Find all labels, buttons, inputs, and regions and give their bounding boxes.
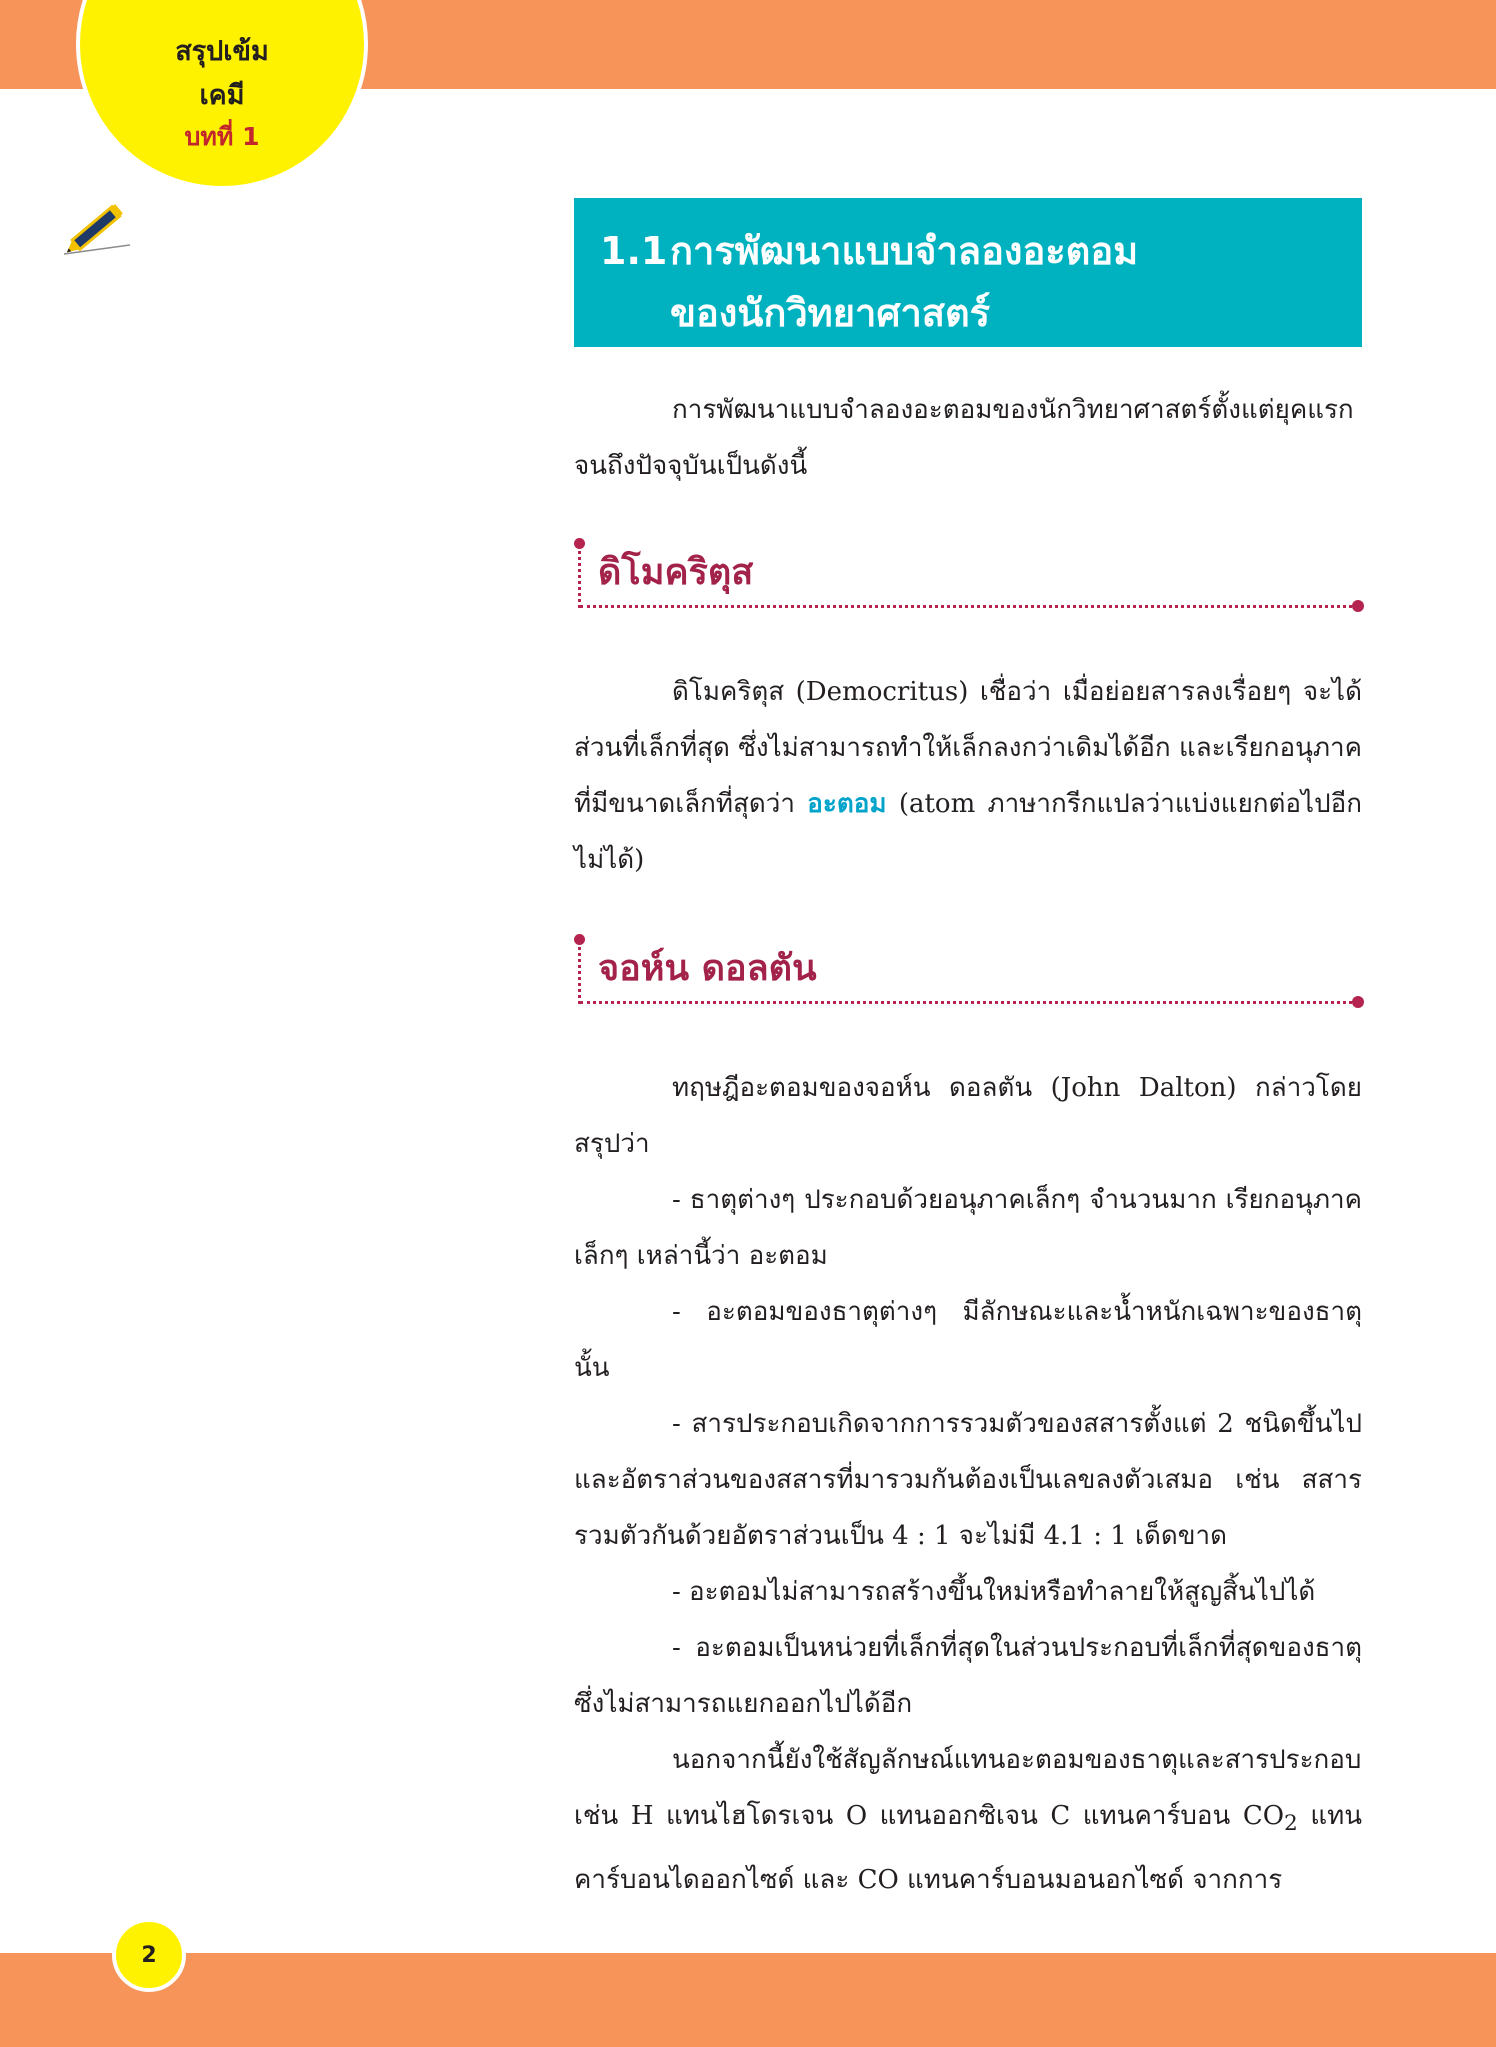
section-number: 1.1 [600,229,668,273]
bottom-orange-band [0,1953,1496,2047]
dalton-heading-text: จอห์น ดอลตัน [598,948,817,989]
pencil-icon [56,196,136,260]
dotted-divider [580,605,1358,608]
section-title-line1: การพัฒนาแบบจำลองอะตอม [670,229,1139,273]
badge-chapter-label: บทที่ 1 [184,122,260,151]
dalton-point-5: - อะตอมเป็นหน่วยที่เล็กที่สุดในส่วนประกอบที่เล็กที่สุดของธาตุ ซึ่งไม่สามารถแยกออกไปได้อีก [574,1633,1362,1719]
dalton-point-3: - สารประกอบเกิดจากการรวมตัวของสสารตั้งแต่ 2 ชนิดขึ้นไป และอัตราส่วนของสสารที่มารวมกันต้องเป็นเลขลงตัวเสมอ เช่น สสารรวมตัวกันด้วยอัตราส่วนเป็น 4 : 1 จะไม่มี 4.1 : 1 เด็ดขาด [574,1409,1362,1551]
page-number: 2 [112,1918,186,1992]
dalton-closing: นอกจากนี้ยังใช้สัญลักษณ์แทนอะตอมของธาตุและสารประกอบ เช่น H แทนไฮโดรเจน O แทนออกซิเจน C แทนคาร์บอน $CO_2$ แทนคาร์บอนไดออกไซด์ และ CO แทนคาร์บอนมอนอกไซด์ จากการ [574,1745,1362,1896]
dalton-point-2: - อะตอมของธาตุต่างๆ มีลักษณะและน้ำหนักเฉพาะของธาตุนั้น [574,1297,1362,1383]
democritus-heading-text: ดิโมคริตุส [598,552,754,593]
dalton-section [574,1060,1362,1908]
democritus-heading [574,538,1364,614]
dalton-intro: ทฤษฎีอะตอมของจอห์น ดอลตัน (John Dalton) กล่าวโดยสรุปว่า [574,1073,1362,1159]
chapter-badge [76,0,368,190]
intro-paragraph: การพัฒนาแบบจำลองอะตอมของนักวิทยาศาสตร์ตั้งแต่ยุคแรกจนถึงปัจจุบันเป็นดังนี้ [574,395,1354,481]
badge-subject-label: เคมี [199,80,245,111]
section-title-line2: ของนักวิทยาศาสตร์ [670,291,991,335]
dalton-point-4: - อะตอมไม่สามารถสร้างขึ้นใหม่หรือทำลายให้สูญสิ้นไปได้ [672,1577,1316,1607]
dalton-point-1: - ธาตุต่างๆ ประกอบด้วยอนุภาคเล็กๆ จำนวนมาก เรียกอนุภาคเล็กๆ เหล่านี้ว่า อะตอม [574,1185,1362,1271]
section-title-box [574,198,1362,347]
atom-highlight: อะตอม [807,789,887,819]
dalton-heading [574,934,1364,1010]
democritus-paragraph: ดิโมคริตุส (Democritus) เชื่อว่า เมื่อย่อยสารลงเรื่อยๆ จะได้ส่วนที่เล็กที่สุด ซึ่งไม่สามารถทำให้เล็กลงกว่าเดิมได้อีก และเรียกอนุภาคที่มีขนาดเล็กที่สุดว่า อะตอม (atom ภาษากรีกแปลว่าแบ่งแยกต่อไปอีกไม่ได้) [574,677,1362,875]
dotted-divider [580,1001,1358,1004]
badge-series-label: สรุปเข้ม [175,36,269,67]
